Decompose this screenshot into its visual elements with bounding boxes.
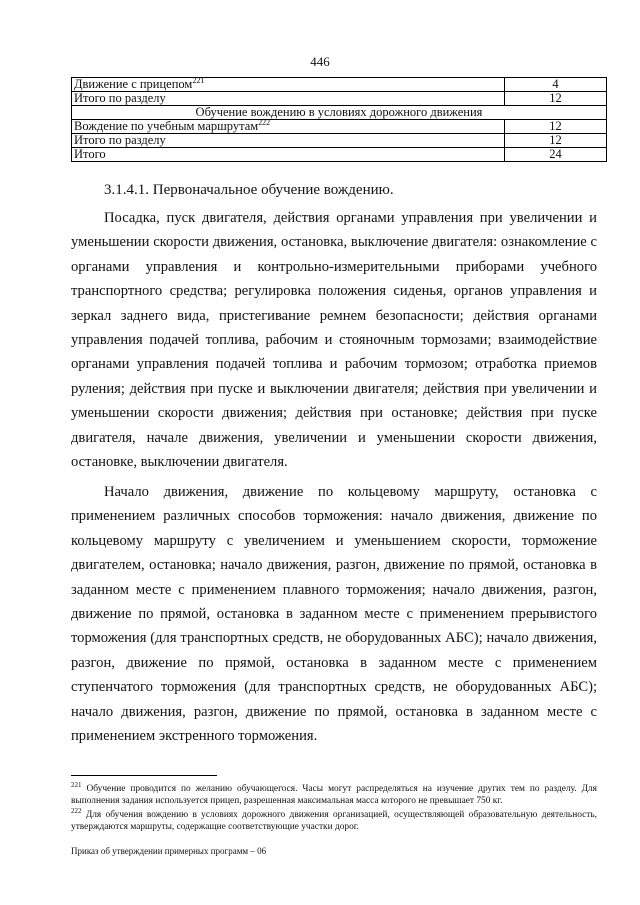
table-row bbox=[72, 78, 607, 92]
row-name-cell bbox=[72, 134, 505, 148]
section-heading: 3.1.4.1. Первоначальное обучение вождению. bbox=[104, 182, 394, 198]
document-footer: Приказ об утверждении примерных программ – 06 bbox=[71, 846, 267, 856]
page-number: 446 bbox=[310, 54, 330, 69]
table-row bbox=[72, 120, 607, 134]
hours-table bbox=[71, 77, 607, 162]
row-hours-cell: 12 bbox=[505, 120, 607, 134]
row-name: Итого по разделу bbox=[74, 133, 166, 147]
section-title-cell: Обучение вождению в условиях дорожного движения bbox=[72, 106, 607, 120]
row-name: Вождение по учебным маршрутам bbox=[74, 119, 259, 133]
row-hours-cell: 12 bbox=[505, 134, 607, 148]
row-hours-cell: 4 bbox=[505, 78, 607, 92]
row-name-cell bbox=[72, 78, 505, 92]
footnote-mark: 221 bbox=[71, 781, 82, 789]
table-row bbox=[72, 134, 607, 148]
row-name-cell bbox=[72, 92, 505, 106]
table-row bbox=[72, 92, 607, 106]
table-section-row bbox=[72, 106, 607, 120]
footnote-mark: 222 bbox=[71, 807, 82, 815]
body-paragraph: Начало движения, движение по кольцевому маршруту, остановка с применением различных способов торможения: начало движения, движение по кольцевому маршруту с увеличением и уменьшением скорости, торможение двигателем, остановка; начало движения, разгон, движение по прямой, остановка в заданном месте с применением плавного торможения; начало движения, разгон, движение по прямой, остановка в заданном месте с применением прерывистого торможения (для транспортных средств, не оборудованных АБС); начало движения, разгон, движение по прямой, остановка в заданном месте с применением ступенчатого торможения (для транспортных средств, не оборудованных АБС); начало движения, разгон, движение по прямой, остановка в заданном месте с применением экстренного торможения. bbox=[71, 484, 597, 745]
row-name-cell bbox=[72, 120, 505, 134]
row-name: Итого по разделу bbox=[74, 91, 166, 105]
footnote-text: Обучение проводится по желанию обучающегося. Часы могут распределяться на изучение других тем по разделу. Для выполнения задания используется прицеп, разрешенная максимальная масса которого не превышает 750 кг. bbox=[71, 784, 597, 806]
footnote-ref[interactable]: 221 bbox=[192, 76, 205, 85]
footnote-text: Для обучения вождению в условиях дорожного движения организацией, осуществляющей образовательную деятельность, утверждаются маршруты, содержащие соответствующие участки дорог. bbox=[71, 810, 598, 832]
footnote bbox=[71, 809, 597, 833]
footnote-separator bbox=[71, 775, 217, 776]
row-hours-cell: 12 bbox=[505, 92, 607, 106]
row-hours-cell: 24 bbox=[505, 148, 607, 162]
table-row bbox=[72, 148, 607, 162]
body-paragraph: Посадка, пуск двигателя, действия органами управления при увеличении и уменьшении скорости движения, остановка, выключение двигателя: ознакомление с органами управления и контрольно-измерительными приборами учебного транспортного средства; регулировка положения сиденья, органов управления и зеркал заднего вида, пристегивание ремнем безопасности; действия органами управления подачей топлива, рабочим и стояночным тормозами; взаимодействие органами управления подачей топлива и рабочим тормозом; отработка приемов руления; действия при пуске и выключении двигателя; действия при увеличении и уменьшении скорости движения; действия при остановке; действия при пуске двигателя, начале движения, увеличении и уменьшении скорости движения, остановке, выключении двигателя. bbox=[71, 210, 597, 471]
row-name-cell bbox=[72, 148, 505, 162]
footnote-ref[interactable]: 222 bbox=[258, 118, 271, 127]
row-name: Движение с прицепом bbox=[74, 77, 193, 91]
footnote bbox=[71, 783, 597, 807]
row-name: Итого bbox=[74, 147, 106, 161]
